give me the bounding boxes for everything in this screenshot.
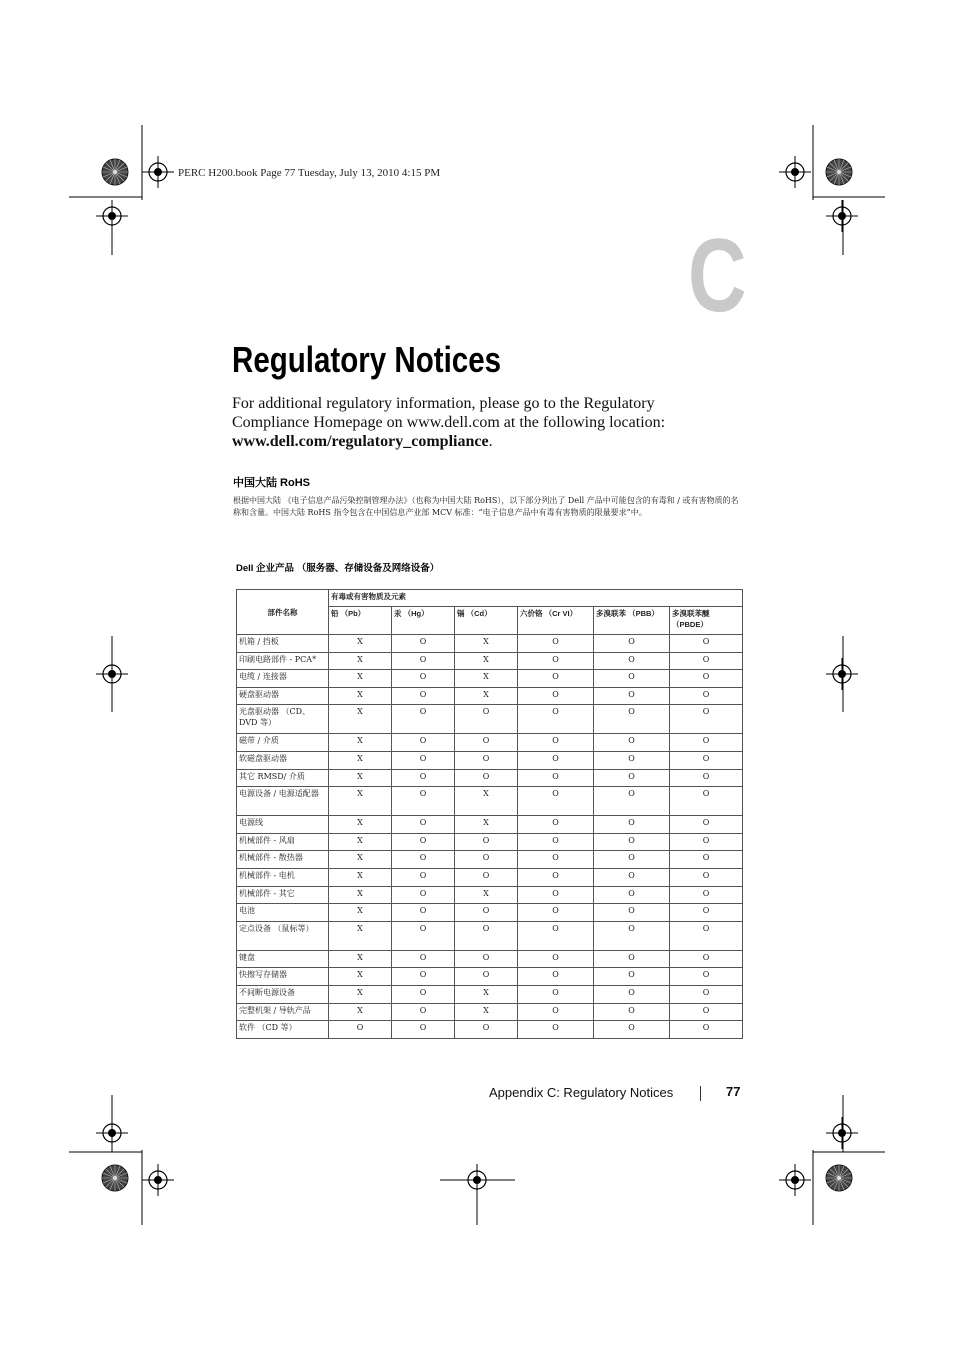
substance-value-cell: O [594,769,670,787]
part-name-cell: 电源设备 / 电源适配器 [237,787,329,816]
table-row [237,687,743,705]
substance-value-cell: O [670,968,743,986]
part-name-cell: 完整机架 / 导轨产品 [237,1003,329,1021]
substance-value-cell: O [594,868,670,886]
substance-value-cell: O [594,886,670,904]
substance-value-cell: X [329,1003,392,1021]
regulatory-url[interactable]: www.dell.com/regulatory_compliance [232,433,489,450]
table-row [237,652,743,670]
substance-value-cell: O [594,833,670,851]
substance-value-cell: O [594,687,670,705]
substance-value-cell: O [455,833,518,851]
substance-value-cell: O [518,950,594,968]
substance-value-cell: O [670,1003,743,1021]
substance-value-cell: O [455,1021,518,1039]
substance-value-cell: O [594,751,670,769]
substance-value-cell: X [455,635,518,653]
substance-value-cell: O [518,769,594,787]
part-name-cell: 印刷电路部件 - PCA* [237,652,329,670]
table-row [237,705,743,734]
substance-value-cell: O [594,904,670,922]
substance-value-cell: X [455,670,518,688]
substance-value-cell: O [392,734,455,752]
substance-column-header: 多溴联苯醚 （PBDE） [670,607,743,635]
table-row [237,670,743,688]
substance-value-cell: O [670,886,743,904]
substance-value-cell: O [594,968,670,986]
substance-value-cell: X [329,635,392,653]
intro-end: . [488,433,493,450]
substance-value-cell: O [594,851,670,869]
substance-value-cell: X [455,816,518,834]
substance-value-cell: O [392,787,455,816]
substance-value-cell: X [329,705,392,734]
table-row [237,921,743,950]
substance-value-cell: X [329,734,392,752]
substance-value-cell: O [594,816,670,834]
substance-value-cell: O [392,635,455,653]
part-name-cell: 不间断电源设备 [237,985,329,1003]
substance-value-cell: O [670,687,743,705]
substance-column-header: 铅 （Pb） [329,607,392,635]
part-name-cell: 机械部件 - 散热器 [237,851,329,869]
substance-value-cell: O [392,950,455,968]
substance-value-cell: O [670,985,743,1003]
part-name-cell: 硬盘驱动器 [237,687,329,705]
substance-value-cell: O [594,787,670,816]
substance-value-cell: O [518,1021,594,1039]
substance-value-cell: O [594,652,670,670]
substance-value-cell: X [329,751,392,769]
substance-value-cell: O [329,1021,392,1039]
substance-value-cell: O [670,635,743,653]
substance-value-cell: X [329,904,392,922]
footer-separator [700,1086,701,1101]
table-row [237,769,743,787]
substance-value-cell: X [329,652,392,670]
substance-value-cell: O [455,968,518,986]
substance-value-cell: O [392,751,455,769]
substance-value-cell: X [329,950,392,968]
part-name-cell: 键盘 [237,950,329,968]
table-row [237,968,743,986]
table-row [237,904,743,922]
substance-value-cell: O [392,670,455,688]
part-name-cell: 其它 RMSD/ 介质 [237,769,329,787]
table-row [237,635,743,653]
substance-value-cell: O [392,833,455,851]
substance-value-cell: O [670,705,743,734]
substance-value-cell: O [670,868,743,886]
substance-value-cell: O [392,868,455,886]
substance-value-cell: O [594,921,670,950]
substance-value-cell: O [670,921,743,950]
substance-value-cell: O [670,751,743,769]
substance-value-cell: O [518,705,594,734]
intro-text: For additional regulatory information, please go to the Regulatory Compliance Homepage on www.dell.com at the following location: [232,395,666,431]
substance-value-cell: X [455,687,518,705]
part-name-cell: 电池 [237,904,329,922]
table-row [237,985,743,1003]
substance-value-cell: O [392,687,455,705]
part-name-cell: 软件 （CD 等） [237,1021,329,1039]
substance-value-cell: O [670,833,743,851]
part-name-header: 部件名称 [237,590,329,635]
part-name-cell: 机械部件 - 风扇 [237,833,329,851]
substance-value-cell: O [392,904,455,922]
substance-value-cell: O [518,787,594,816]
part-name-cell: 电缆 / 连接器 [237,670,329,688]
part-name-cell: 磁带 / 介质 [237,734,329,752]
substance-value-cell: O [670,851,743,869]
substance-value-cell: O [455,921,518,950]
substance-value-cell: O [518,816,594,834]
substance-value-cell: O [518,904,594,922]
footer-title: Appendix C: Regulatory Notices [489,1085,674,1100]
intro-paragraph [232,394,702,451]
part-name-cell: 机械部件 - 其它 [237,886,329,904]
substance-value-cell: X [329,833,392,851]
chapter-letter: C [688,218,747,334]
substance-value-cell: O [518,985,594,1003]
part-name-cell: 光盘驱动器 （CD、 DVD 等） [237,705,329,734]
substance-value-cell: O [455,751,518,769]
table-row [237,1003,743,1021]
rohs-table [236,589,743,1039]
substance-column-header: 多溴联苯 （PBB） [594,607,670,635]
substance-value-cell: O [518,734,594,752]
substance-value-cell: X [455,1003,518,1021]
substance-value-cell: O [594,670,670,688]
substance-value-cell: O [518,851,594,869]
substance-column-header: 汞 （Hg） [392,607,455,635]
substance-value-cell: O [392,851,455,869]
substance-value-cell: X [329,851,392,869]
substance-value-cell: X [329,769,392,787]
substance-value-cell: O [392,968,455,986]
substance-value-cell: O [594,734,670,752]
substance-value-cell: O [594,1021,670,1039]
substance-value-cell: O [392,652,455,670]
substance-value-cell: O [455,705,518,734]
substance-value-cell: O [392,921,455,950]
substance-value-cell: O [518,687,594,705]
substance-value-cell: O [455,769,518,787]
part-name-cell: 电源线 [237,816,329,834]
substance-value-cell: X [329,886,392,904]
substance-value-cell: O [455,851,518,869]
substance-value-cell: O [392,1021,455,1039]
substance-value-cell: O [670,769,743,787]
part-name-cell: 定点设备 （鼠标等） [237,921,329,950]
part-name-cell: 快擦写存储器 [237,968,329,986]
substance-column-header: 六价铬 （Cr VI） [518,607,594,635]
table-row [237,751,743,769]
table-row [237,787,743,816]
table-row [237,868,743,886]
substance-value-cell: O [392,886,455,904]
substance-value-cell: O [518,670,594,688]
substance-value-cell: O [518,886,594,904]
substance-value-cell: O [518,751,594,769]
table-row [237,851,743,869]
rohs-heading: 中国大陆 RoHS [233,477,310,489]
table-row [237,734,743,752]
substance-value-cell: O [518,868,594,886]
substance-value-cell: X [329,816,392,834]
table-caption: Dell 企业产品 （服务器、存储设备及网络设备） [236,563,440,574]
table-row [237,1021,743,1039]
substance-value-cell: X [329,670,392,688]
substance-value-cell: O [670,787,743,816]
substance-value-cell: X [455,985,518,1003]
substance-value-cell: O [594,635,670,653]
substance-value-cell: O [455,950,518,968]
substance-value-cell: O [455,868,518,886]
substance-value-cell: X [455,886,518,904]
substance-value-cell: O [518,921,594,950]
substance-value-cell: O [518,652,594,670]
substance-value-cell: X [329,968,392,986]
page-number: 77 [726,1084,741,1099]
substance-value-cell: O [518,968,594,986]
substance-value-cell: O [670,652,743,670]
substance-group-header: 有毒或有害物质及元素 [329,590,743,607]
substance-value-cell: O [594,705,670,734]
substance-value-cell: O [518,833,594,851]
substance-value-cell: O [670,816,743,834]
substance-value-cell: O [594,985,670,1003]
substance-value-cell: O [670,950,743,968]
table-row [237,833,743,851]
substance-value-cell: X [329,787,392,816]
substance-value-cell: O [392,705,455,734]
substance-value-cell: X [329,868,392,886]
print-slug: PERC H200.book Page 77 Tuesday, July 13, 2010 4:15 PM [178,167,441,179]
substance-value-cell: O [392,1003,455,1021]
table-row [237,886,743,904]
substance-value-cell: O [518,635,594,653]
table-row [237,816,743,834]
substance-value-cell: O [670,734,743,752]
substance-value-cell: O [392,985,455,1003]
part-name-cell: 机箱 / 挡板 [237,635,329,653]
substance-value-cell: X [329,985,392,1003]
rohs-body: 根据中国大陆 《电子信息产品污染控制管理办法》（也称为中国大陆 RoHS），以下部分列出了 Dell 产品中可能包含的有毒和 / 或有害物质的名称和含量。中国大陆 RoHS 指令包含在中国信息产业部 MCV 标准：“电子信息产品中有毒有害物质的限量要求”中。 [233,496,739,517]
substance-value-cell: O [670,1021,743,1039]
substance-value-cell: O [670,904,743,922]
table-row [237,950,743,968]
substance-value-cell: X [455,652,518,670]
substance-value-cell: X [329,921,392,950]
substance-value-cell: O [670,670,743,688]
substance-value-cell: O [594,1003,670,1021]
substance-column-header: 镉 （Cd） [455,607,518,635]
substance-value-cell: X [455,787,518,816]
part-name-cell: 软磁盘驱动器 [237,751,329,769]
substance-value-cell: O [455,734,518,752]
part-name-cell: 机械部件 - 电机 [237,868,329,886]
substance-value-cell: O [392,769,455,787]
substance-value-cell: O [392,816,455,834]
substance-value-cell: O [455,904,518,922]
substance-value-cell: O [594,950,670,968]
substance-value-cell: X [329,687,392,705]
substance-value-cell: O [518,1003,594,1021]
page-title: Regulatory Notices [232,339,502,380]
